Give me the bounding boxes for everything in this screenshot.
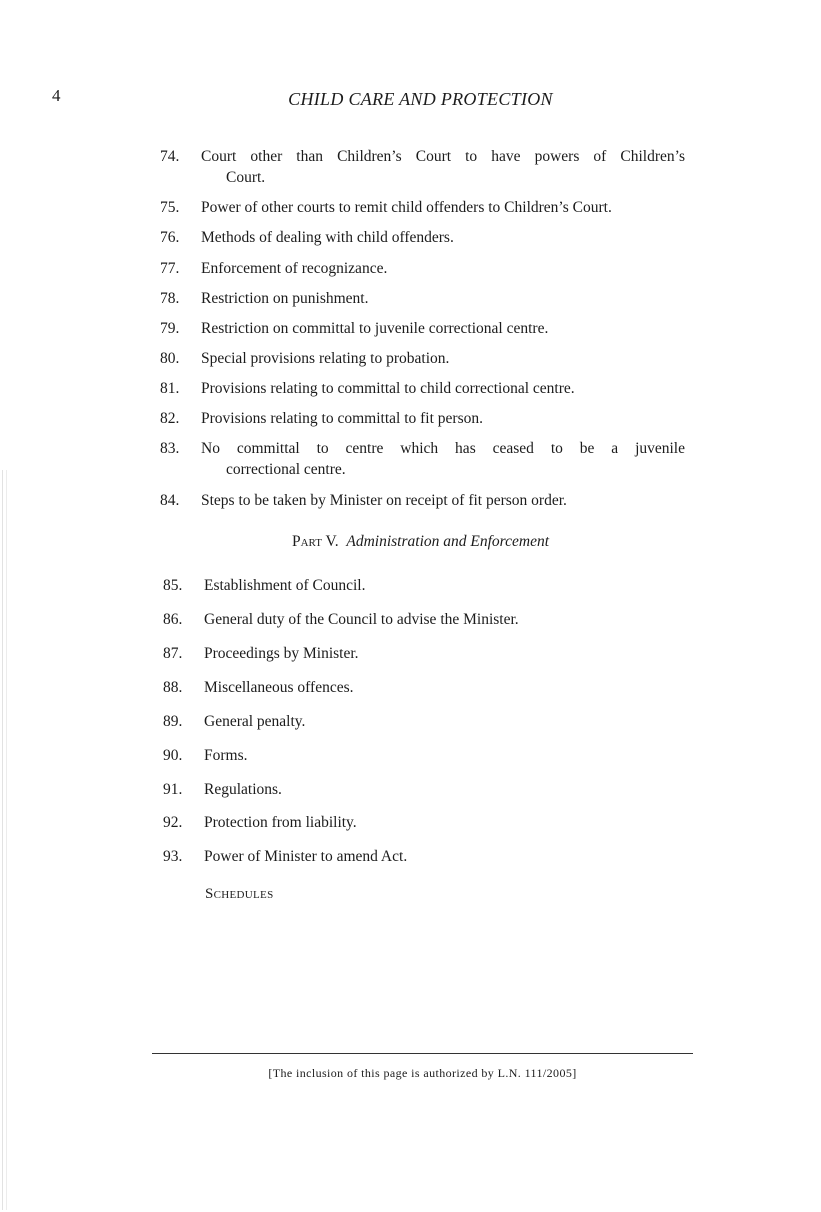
section-number: 92. [163,814,183,831]
section-entry [163,575,688,596]
section-title: Provisions relating to committal to fit person. [201,410,483,427]
section-title: Regulations. [204,781,282,798]
section-title: Restriction on punishment. [201,290,369,307]
section-title: Miscellaneous offences. [204,679,354,696]
section-title: Steps to be taken by Minister on receipt of fit person order. [201,492,567,509]
section-number: 81. [160,380,180,397]
section-entry [160,258,685,279]
section-entry [160,438,685,480]
section-number: 88. [163,679,183,696]
section-entry [160,318,685,339]
section-number: 86. [163,611,183,628]
section-title-continuation: correctional centre. [226,461,346,478]
section-title: General duty of the Council to advise the Minister. [204,611,519,628]
section-entry [160,227,685,248]
section-number: 74. [160,148,180,165]
section-entry [163,812,688,833]
section-title: Proceedings by Minister. [204,645,359,662]
section-title: Power of Minister to amend Act. [204,848,408,865]
section-entry [163,711,688,732]
section-entry [160,146,685,188]
section-number: 75. [160,199,180,216]
section-entry [163,745,688,766]
section-number: 89. [163,713,183,730]
section-entry [163,779,688,800]
part-label: Part V. [291,533,339,550]
part-heading [0,533,821,551]
section-title: Methods of dealing with child offenders. [201,229,454,246]
section-number: 85. [163,577,183,594]
section-number: 77. [160,260,180,277]
section-entry [160,348,685,369]
section-title: Court other than Children’s Court to have powers of Children’s [201,148,685,165]
section-title: Establishment of Council. [204,577,366,594]
section-title: Forms. [204,747,248,764]
section-number: 79. [160,320,180,337]
section-title: Power of other courts to remit child offenders to Children’s Court. [201,199,612,216]
section-title: Enforcement of recognizance. [201,260,388,277]
section-title: Provisions relating to committal to child correctional centre. [201,380,575,397]
section-title: Protection from liability. [204,814,357,831]
section-number: 87. [163,645,183,662]
page-title: CHILD CARE AND PROTECTION [288,89,553,109]
footer-rule [152,1053,693,1054]
section-number: 78. [160,290,180,307]
section-number: 93. [163,848,183,865]
page-number: 4 [52,86,61,105]
footer-note: [The inclusion of this page is authorized by L.N. 111/2005] [268,1066,577,1080]
section-entry [163,643,688,664]
section-number: 83. [160,440,180,457]
section-title: General penalty. [204,713,306,730]
part-title: Administration and Enforcement [346,533,550,550]
section-number: 91. [163,781,183,798]
section-entry [160,378,685,399]
section-title: Restriction on committal to juvenile correctional centre. [201,320,549,337]
section-number: 84. [160,492,180,509]
section-number: 80. [160,350,180,367]
section-number: 76. [160,229,180,246]
schedules-heading: Schedules [205,886,274,902]
section-entry [163,677,688,698]
section-entry [160,408,685,429]
section-title: Special provisions relating to probation. [201,350,450,367]
section-number: 82. [160,410,180,427]
scan-edge-artifact [2,470,7,1210]
section-number: 90. [163,747,183,764]
section-entry [163,846,688,867]
section-title-continuation: Court. [226,169,266,186]
section-entry [160,288,685,309]
section-title: No committal to centre which has ceased to be a juvenile [201,440,685,457]
section-entry [163,609,688,630]
section-entry [160,197,685,218]
section-entry [160,490,685,511]
